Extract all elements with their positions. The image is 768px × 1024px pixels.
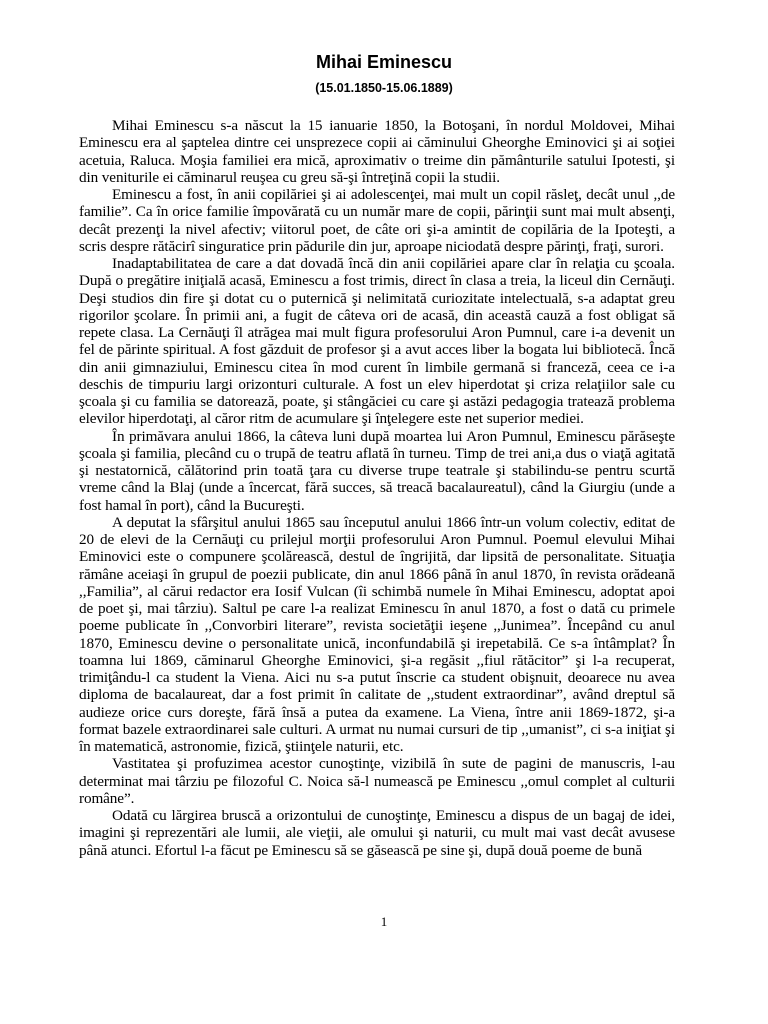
paragraph-noica: Vastitatea şi profuzimea acestor cunoştinţe, vizibilă în sute de pagini de manuscris, l-au determinat mai târziu pe filozoful C. Noica să-l numească pe Eminescu ,,omul complet al culturii române”. (79, 755, 675, 807)
document-body (79, 117, 675, 859)
paragraph-childhood: Eminescu a fost, în anii copilăriei şi ai adolescenţei, mai mult un copil răsleţ, decât unul ,,de familie”. Ca în orice familie împovărată cu un număr mare de copii, părinţii sunt mai mult absenţi, decât prezenţi la nivel afectiv; viitorul poet, de câte ori şi-a amintit de copilăria de la Ipoteşti, a scris despre rătăcirî singuratice prin pădurile din jur, aproape niciodată despre părinţi, fraţi, surori. (79, 186, 675, 255)
document-title: Mihai Eminescu (315, 52, 453, 72)
paragraph-theatre: În primăvara anului 1866, la câteva luni după moartea lui Aron Pumnul, Eminescu părăseşte şcoala şi familia, plecând cu o trupă de teatru aflată în turneu. Timp de trei ani,a dus o viaţă agitată şi nestatornică, călătorind prin toată ţara cu diverse trupe teatrale şi stabilindu-se pentru scurtă vreme când la Blaj (unde a încercat, fără succes, să treacă bacalaureatul), când la Giurgiu (unde a fost hamal în port), când la Bucureşti. (79, 427, 675, 514)
page-number: 1 (380, 914, 388, 929)
paragraph-school: Inadaptabilitatea de care a dat dovadă încă din anii copilăriei apare clar în relaţia cu şcoala. După o pregătire iniţială acasă, Eminescu a fost trimis, direct în clasa a treia, la liceul din Cernăuţi. Deşi studios din fire şi dotat cu o puternică şi nelimitată curiozitate intelectuală, s-a adaptat greu rigorilor şcolare. În primii ani, a fugit de câteva ori de acasă, din această cauză a fost obligat să repete clasa. La Cernăuţi îl atrăgea mai mult figura profesorului Aron Pumnul, care i-a devenit un fel de părinte spiritual. A fost găzduit de profesor şi a avut acces liber la bogata lui bibliotecă. Încă din anii gimnaziului, Eminescu citea în mod curent în limbile germană si franceză, ceea ce i-a deschis de timpuriu largi orizonturi culturale. A fost un elev hiperdotat şi criza relaţiilor sale cu şcoala şi cu familia se datorează, poate, şi stângăciei cu care şi astăzi pedagogia tratează problema elevilor hiperdotaţi, al căror ritm de acumulare şi înţelegere este net superior mediei. (79, 255, 675, 428)
document-dates: (15.01.1850-15.06.1889) (315, 81, 453, 95)
paragraph-debut: A deputat la sfârşitul anului 1865 sau începutul anului 1866 într-un volum colectiv, editat de 20 de elevi de la Cernăuţi cu prilejul morţii profesorului Aron Pumnul. Poemul elevului Mihai Eminovici este o compunere şcolărească, destul de îngrijită, dar lipsită de personalitate. Situaţia rămâne aceiaşi în grupul de poezii publicate, din anul 1866 până în anul 1870, în revista orădeană ,,Familia”, al cărui redactor era Iosif Vulcan (îi schimbă numele în Mihai Eminescu, adoptat apoi de poet şi, mai târziu). Saltul pe care l-a realizat Eminescu în anul 1870, a fost o dată cu primele poeme publicate în ,,Convorbiri literare”, revista societăţii ieşene ,,Junimea”. Începând cu anul 1870, Eminescu devine o personalitate unică, inconfundabilă şi irepetabilă. Ce s-a întâmplat? În toamna lui 1869, căminarul Gheorghe Eminovici, şi-a regăsit ,,fiul rătăcitor” şi l-a recuperat, trimiţându-l ca student la Viena. Aici nu s-a putut înscrie ca student obişnuit, deoarece nu avea diploma de bacalaureat, dar a fost primit în calitate de ,,student extraordinar”, având dreptul să audieze orice curs doreşte, fără însă a putea da examene. La Viena, între anii 1869-1872, şi-a format bazele extraordinarei sale culturi. A urmat nu numai cursuri de tip ,,umanist”, ci s-a iniţiat şi în matematică, astronomie, fizică, ştiinţele naturii, etc. (79, 513, 675, 755)
paragraph-birth: Mihai Eminescu s-a născut la 15 ianuarie 1850, la Botoşani, în nordul Moldovei, Mihai Eminescu era al şaptelea dintre cei unsprezece copii ai căminului Gheorghe Eminovici şi ai soţiei acetuia, Raluca. Moşia familiei era mică, aproximativ o treime din pământurile satului Ipotesti, şi din veniturile ei căminarul reuşea cu greu să-şi întreţină copii la studii. (79, 117, 675, 186)
paragraph-horizon: Odată cu lărgirea bruscă a orizontului de cunoştinţe, Eminescu a dispus de un bagaj de idei, imagini şi reprezentări ale lumii, ale vieţii, ale omului şi naturii, cu mult mai vast decât avusese până atunci. Efortul l-a făcut pe Eminescu să se găsească pe sine şi, după două poeme de bună (79, 807, 675, 859)
